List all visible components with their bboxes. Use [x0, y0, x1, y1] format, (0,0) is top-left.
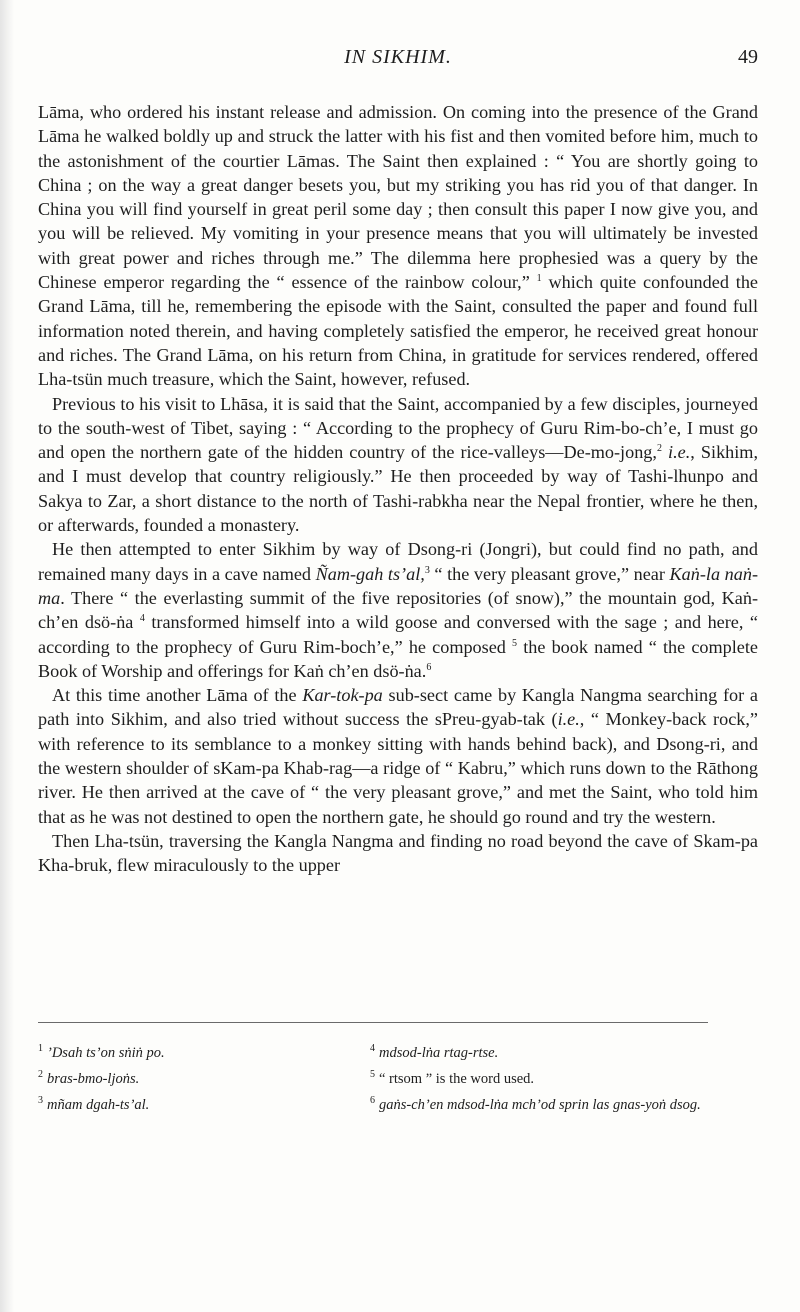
- footnote-text: mdsod-lṅa rtag-rtse.: [379, 1044, 499, 1061]
- footnote: [38, 1090, 368, 1116]
- paragraph: [38, 392, 758, 538]
- body-text: [38, 100, 758, 878]
- footnote: [370, 1064, 760, 1090]
- italic-term: i.e.: [668, 442, 691, 463]
- italic-term: Kar-tok-pa: [302, 685, 383, 706]
- text-run: , Sikhim, and I must develop that country religiously.” He then proceeded by way of Tashi-lhunpo and Sakya to Zar, a short distance to the north of Tashi-rabkha near the Nepal frontier, where he then, or afterwards, founded a monastery.: [38, 442, 759, 536]
- footnote-marker: 4: [139, 613, 145, 625]
- text-run: , “ Monkey-back rock,” with reference to its semblance to a monkey sitting with hands behind back), and Dsong-ri, and the western shoulder of sKam-pa Khab-rag—a ridge of “ Kabru,” which runs down to the Rāthong river. He then arrived at the cave of “ the very pleasant grove,” and met the Saint, who told him that as he was not destined to open the northern gate, he should go round and try the western.: [38, 709, 758, 827]
- footnote-marker: 5: [512, 637, 518, 649]
- text-run: “ the very pleasant grove,” near: [429, 563, 670, 584]
- paragraph: [38, 100, 758, 392]
- footnote-marker: 6: [426, 661, 432, 673]
- footnote-number: 5: [370, 1068, 375, 1080]
- footnotes-left-column: [38, 1038, 368, 1115]
- footnote-text: ’Dsah ts’on sṅiṅ po.: [47, 1044, 165, 1061]
- footnote-text: gaṅs-ch’en mdsod-lṅa mch’od sprin las gnas-yoṅ dsog.: [379, 1096, 701, 1113]
- footnotes-right-column: [370, 1038, 760, 1115]
- text-run: Previous to his visit to Lhāsa, it is said that the Saint, accompanied by a few disciples, journeyed to the south-west of Tibet, saying : “ According to the prophecy of Guru Rim-bo-ch’e, I must go and open the northern gate of the hidden country of the rice-valleys—De-mo-jong,: [38, 393, 758, 463]
- footnote-text: mñam dgah-ts’al.: [47, 1096, 150, 1113]
- footnote: [38, 1064, 368, 1090]
- paragraph: [38, 829, 758, 878]
- paragraph: [38, 537, 758, 683]
- text-run: transformed himself into a wild goose and conversed with the sage ; and here, “ according to the prophecy of Guru Rim-boch’e,” he composed: [38, 612, 758, 657]
- footnote-rule: [38, 1022, 708, 1023]
- text-run: the book named “ the complete Book of Worship and offerings for Kaṅ ch’en dsö-ṅa.: [38, 636, 758, 681]
- footnote: [370, 1038, 760, 1064]
- footnote-marker: 2: [656, 443, 662, 455]
- paragraph: [38, 683, 758, 829]
- footnote: [38, 1038, 368, 1064]
- footnote-number: 4: [370, 1043, 375, 1054]
- page-number: 49: [738, 46, 758, 68]
- page-header: [38, 46, 758, 76]
- page-edge-shadow: [0, 0, 14, 1312]
- text-run: Then Lha-tsün, traversing the Kangla Nangma and finding no road beyond the cave of Skam-pa Kha-bruk, flew miraculously to the upper: [38, 830, 758, 876]
- running-head: IN SIKHIM.: [344, 46, 452, 68]
- footnote-text: bras-bmo-ljoṅs.: [47, 1070, 140, 1087]
- text-run: At this time another Lāma of the: [52, 685, 303, 706]
- footnote-text: “ rtsom ” is the word used.: [379, 1070, 535, 1087]
- text-run: which quite confounded the Grand Lāma, till he, remembering the episode with the Saint, consulted the paper and found full information noted therein, and having completely satisfied the emperor, he received great honour and riches. The Grand Lāma, on his return from China, in gratitude for services rendered, offered Lha-tsün much treasure, which the Saint, however, refused.: [38, 272, 758, 390]
- text-run: . There “ the everlasting summit of the five repositories (of snow),” the mountain god, Kaṅ-ch’en dsö-ṅa: [38, 587, 758, 633]
- footnote-number: 2: [38, 1068, 43, 1080]
- italic-term: Kaṅ-la naṅ-ma: [38, 563, 759, 608]
- footnote-marker: 1: [536, 273, 542, 285]
- footnote: [370, 1090, 760, 1116]
- text-run: He then attempted to enter Sikhim by way of Dsong-ri (Jongri), but could find no path, and remained many days in a cave named: [38, 539, 758, 584]
- footnote-number: 3: [38, 1094, 43, 1106]
- footnote-number: 6: [370, 1094, 375, 1106]
- text-run: sub-sect came by Kangla Nangma searching for a path into Sikhim, and also tried without success the sPreu-gyab-tak (: [38, 685, 758, 730]
- italic-term: Ñam-gah ts’al,: [315, 563, 425, 584]
- footnote-number: 1: [38, 1043, 43, 1054]
- footnote-marker: 3: [424, 564, 430, 576]
- italic-term: i.e.: [557, 709, 580, 730]
- text-run: Lāma, who ordered his instant release and admission. On coming into the presence of the Grand Lāma he walked boldly up and struck the latter with his fist and then vomited before him, much to the astonishment of the courtier Lāmas. The Saint then explained : “ You are shortly going to China ; on the way a great danger besets you, but my striking you has rid you of that danger. In China you will find yourself in great peril some day ; then consult this paper I now give you, and you will be relieved. My vomiting in your presence means that you will ultimately be invested with great power and riches through me.” The dilemma here prophesied was a query by the Chinese emperor regarding the “ essence of the rainbow colour,”: [38, 102, 758, 293]
